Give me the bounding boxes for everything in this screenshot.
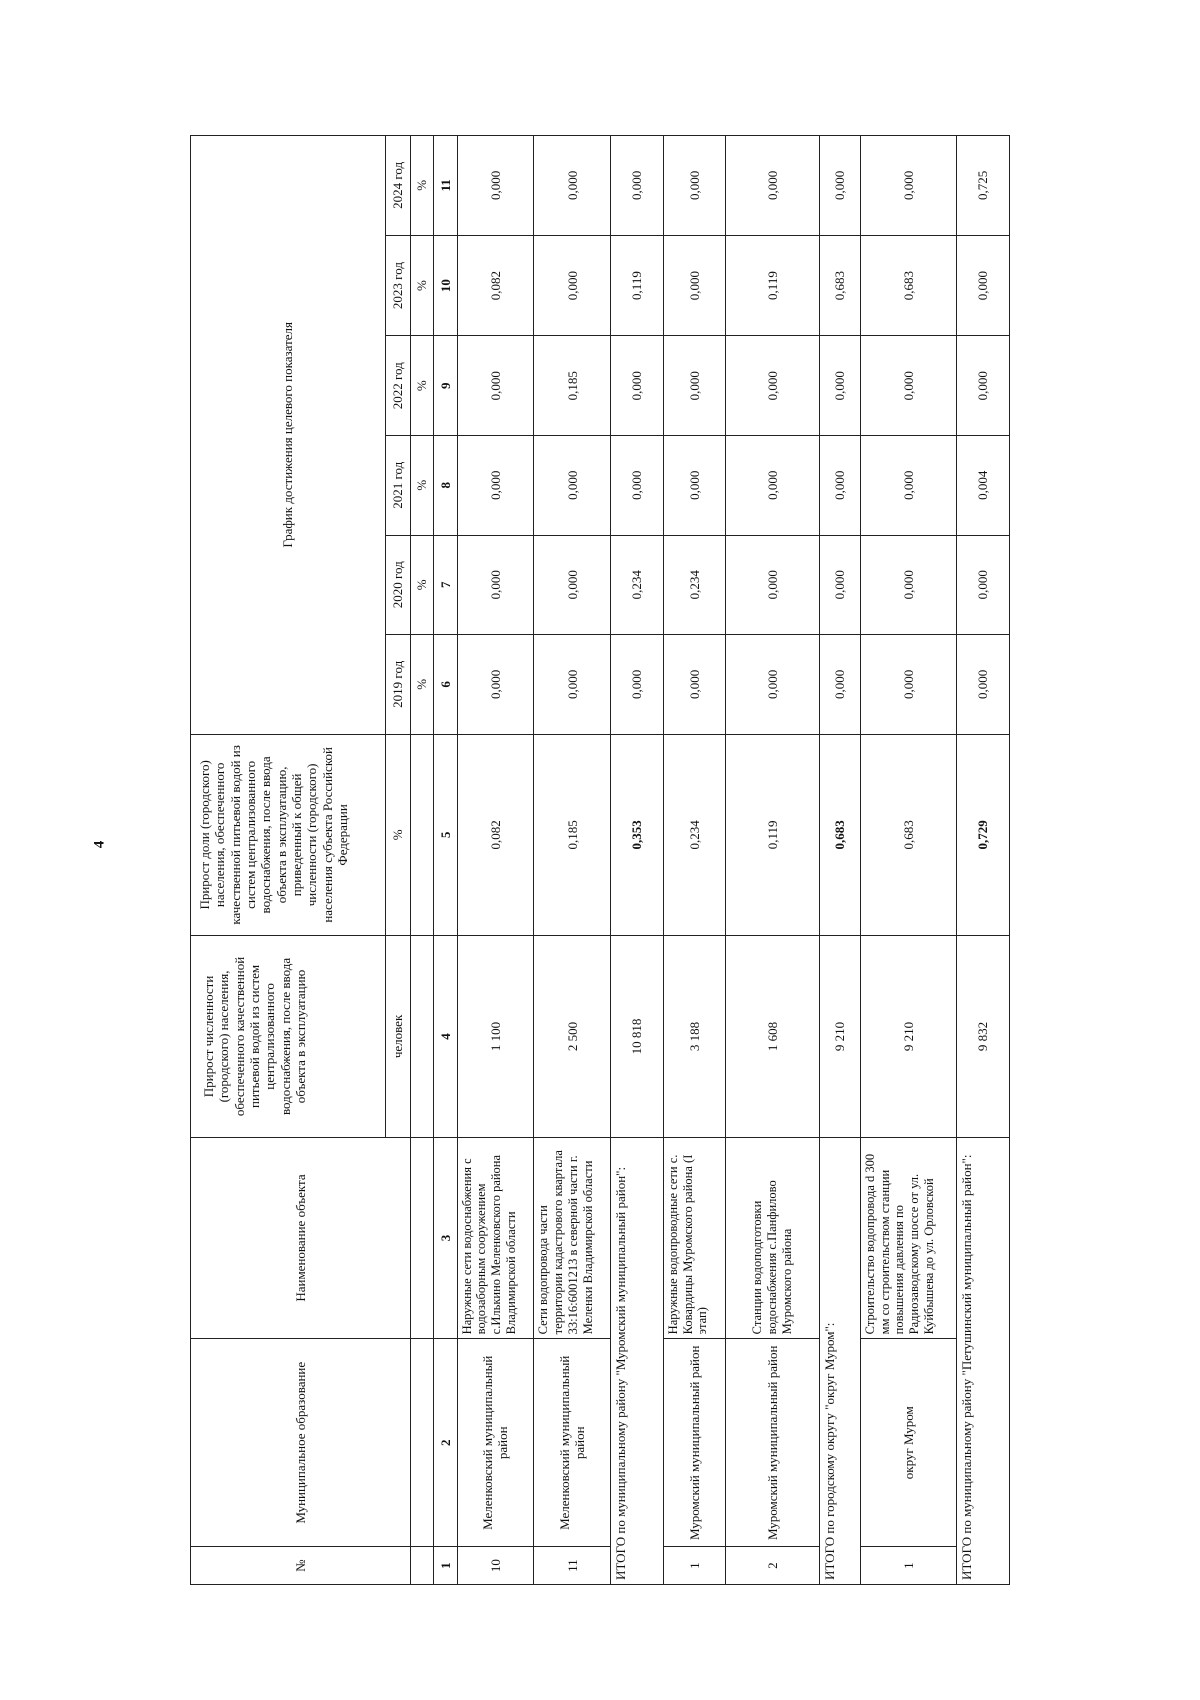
total-people: 9 832: [957, 936, 1010, 1138]
row-year-value: 0,000: [725, 535, 819, 635]
row-people: 1 608: [725, 936, 819, 1138]
header-population-growth: Прирост численности (городского) населения, обеспеченного качественной питьевой водой из систем централизованного водоснабжения, после ввода объекта в эксплуатацию: [191, 936, 386, 1138]
total-year-value: 0,000: [957, 235, 1010, 336]
row-share: 0,082: [457, 734, 534, 936]
unit-pct: %: [411, 435, 434, 535]
row-municipality: Муромский муниципальный район: [663, 1339, 725, 1547]
row-share: 0,234: [663, 734, 725, 936]
row-year-value: 0,000: [663, 136, 725, 236]
total-year-value: 0,000: [957, 635, 1010, 735]
total-people: 10 818: [611, 936, 664, 1138]
row-year-value: 0,000: [663, 435, 725, 535]
total-label: ИТОГО по муниципальному району "Муромский муниципальный район":: [611, 1137, 664, 1584]
total-people: 9 210: [819, 936, 860, 1138]
row-no: 10: [457, 1547, 534, 1585]
row-year-value: 0,082: [457, 235, 534, 336]
row-year-value: 0,000: [534, 136, 611, 236]
row-object: Наружные водопроводные сети с. Ковардицы Муромского района (I этап): [663, 1137, 725, 1339]
row-year-value: 0,000: [534, 435, 611, 535]
total-year-value: 0,119: [611, 235, 664, 336]
total-year-value: 0,004: [957, 435, 1010, 535]
total-year-value: 0,000: [611, 635, 664, 735]
year-2024: 2024 год: [385, 136, 410, 236]
row-year-value: 0,000: [860, 435, 956, 535]
col-number: 2: [434, 1339, 457, 1547]
row-people: 1 100: [457, 936, 534, 1138]
total-share: 0,729: [957, 734, 1010, 936]
row-municipality: Меленковский муниципальный район: [457, 1339, 534, 1547]
col-number: 4: [434, 936, 457, 1138]
row-people: 2 500: [534, 936, 611, 1138]
total-year-value: 0,000: [819, 336, 860, 436]
year-2022: 2022 год: [385, 336, 410, 436]
year-2020: 2020 год: [385, 535, 410, 635]
col-number: 6: [434, 635, 457, 735]
year-2021: 2021 год: [385, 435, 410, 535]
total-year-value: 0,000: [819, 635, 860, 735]
total-year-value: 0,000: [611, 336, 664, 436]
row-no: 11: [534, 1547, 611, 1585]
row-year-value: 0,185: [534, 336, 611, 436]
header-schedule: График достижения целевого показателя: [191, 136, 386, 735]
unit-pct: %: [385, 734, 410, 936]
total-row: [611, 136, 664, 1585]
col-number: 3: [434, 1137, 457, 1339]
col-number: 8: [434, 435, 457, 535]
row-people: 9 210: [860, 936, 956, 1138]
total-label: ИТОГО по муниципальному району "Петушинский муниципальный район":: [957, 1137, 1010, 1584]
col-number: 11: [434, 136, 457, 236]
row-year-value: 0,000: [860, 535, 956, 635]
unit-people: человек: [385, 936, 410, 1138]
rotated-table-page: [190, 135, 1010, 1585]
row-year-value: 0,000: [860, 136, 956, 236]
unit-pct: %: [411, 235, 434, 336]
header-municipality: Муниципальное образование: [191, 1339, 411, 1547]
header-no: №: [191, 1547, 411, 1585]
col-number: 9: [434, 336, 457, 436]
row-year-value: 0,000: [457, 136, 534, 236]
year-2023: 2023 год: [385, 235, 410, 336]
row-year-value: 0,000: [457, 435, 534, 535]
row-year-value: 0,683: [860, 235, 956, 336]
row-year-value: 0,000: [725, 435, 819, 535]
total-year-value: 0,000: [819, 435, 860, 535]
table-row: [534, 136, 611, 1585]
header-share-growth: Прирост доли (городского) населения, обеспеченного качественной питьевой водой из систем централизованного водоснабжения, после ввода объекта в эксплуатацию, приведенный к общей численности (городского) населения субъекта Российской Федерации: [191, 734, 386, 936]
row-year-value: 0,000: [725, 136, 819, 236]
year-2019: 2019 год: [385, 635, 410, 735]
table-row: [725, 136, 819, 1585]
col-number: 1: [434, 1547, 457, 1585]
row-object: Наружные сети водоснабжения с водозаборным сооружением с.Илькино Меленковского района Владимирской области: [457, 1137, 534, 1339]
row-share: 0,185: [534, 734, 611, 936]
total-share: 0,353: [611, 734, 664, 936]
unit-pct: %: [411, 336, 434, 436]
row-year-value: 0,119: [725, 235, 819, 336]
row-object: Сети водопровода части территории кадастрового квартала 33:16:6001213 в северной части г. Меленки Владимирской области: [534, 1137, 611, 1339]
row-year-value: 0,000: [534, 535, 611, 635]
total-share: 0,683: [819, 734, 860, 936]
row-share: 0,119: [725, 734, 819, 936]
col-number: 7: [434, 535, 457, 635]
total-year-value: 0,000: [957, 535, 1010, 635]
total-year-value: 0,725: [957, 136, 1010, 236]
total-year-value: 0,000: [957, 336, 1010, 436]
target-indicator-table: [190, 135, 1010, 1585]
unit-pct: %: [411, 535, 434, 635]
row-people: 3 188: [663, 936, 725, 1138]
row-year-value: 0,000: [534, 235, 611, 336]
row-year-value: 0,000: [725, 336, 819, 436]
total-row: [819, 136, 860, 1585]
total-year-value: 0,234: [611, 535, 664, 635]
row-year-value: 0,234: [663, 535, 725, 635]
total-year-value: 0,000: [611, 136, 664, 236]
unit-pct: %: [411, 136, 434, 236]
row-year-value: 0,000: [457, 535, 534, 635]
row-year-value: 0,000: [457, 336, 534, 436]
row-no: 1: [860, 1547, 956, 1585]
row-object: Строительство водопровода d 300 мм со строительством станции повышения давления по Радиозаводскому шоссе от ул. Куйбышева до ул. Орловской: [860, 1137, 956, 1339]
row-year-value: 0,000: [860, 635, 956, 735]
row-year-value: 0,000: [725, 635, 819, 735]
row-municipality: Муромский муниципальный район: [725, 1339, 819, 1547]
total-label: ИТОГО по городскому округу "округ Муром":: [819, 1137, 860, 1584]
row-municipality: Меленковский муниципальный район: [534, 1339, 611, 1547]
header-object-name: Наименование объекта: [191, 1137, 411, 1339]
row-municipality: округ Муром: [860, 1339, 956, 1547]
page-number: 4: [91, 840, 108, 849]
total-year-value: 0,683: [819, 235, 860, 336]
total-year-value: 0,000: [819, 535, 860, 635]
unit-pct: %: [411, 635, 434, 735]
row-no: 1: [663, 1547, 725, 1585]
row-year-value: 0,000: [457, 635, 534, 735]
row-object: Станции водоподготовки водоснабжения с.Панфилово Муромского района: [725, 1137, 819, 1339]
col-number: 5: [434, 734, 457, 936]
row-year-value: 0,000: [663, 635, 725, 735]
row-year-value: 0,000: [860, 336, 956, 436]
total-year-value: 0,000: [819, 136, 860, 236]
row-year-value: 0,000: [663, 336, 725, 436]
row-no: 2: [725, 1547, 819, 1585]
row-year-value: 0,000: [534, 635, 611, 735]
row-share: 0,683: [860, 734, 956, 936]
col-number: 10: [434, 235, 457, 336]
total-row: [957, 136, 1010, 1585]
table-row: [860, 136, 956, 1585]
row-year-value: 0,000: [663, 235, 725, 336]
table-row: [663, 136, 725, 1585]
table-row: [457, 136, 534, 1585]
total-year-value: 0,000: [611, 435, 664, 535]
